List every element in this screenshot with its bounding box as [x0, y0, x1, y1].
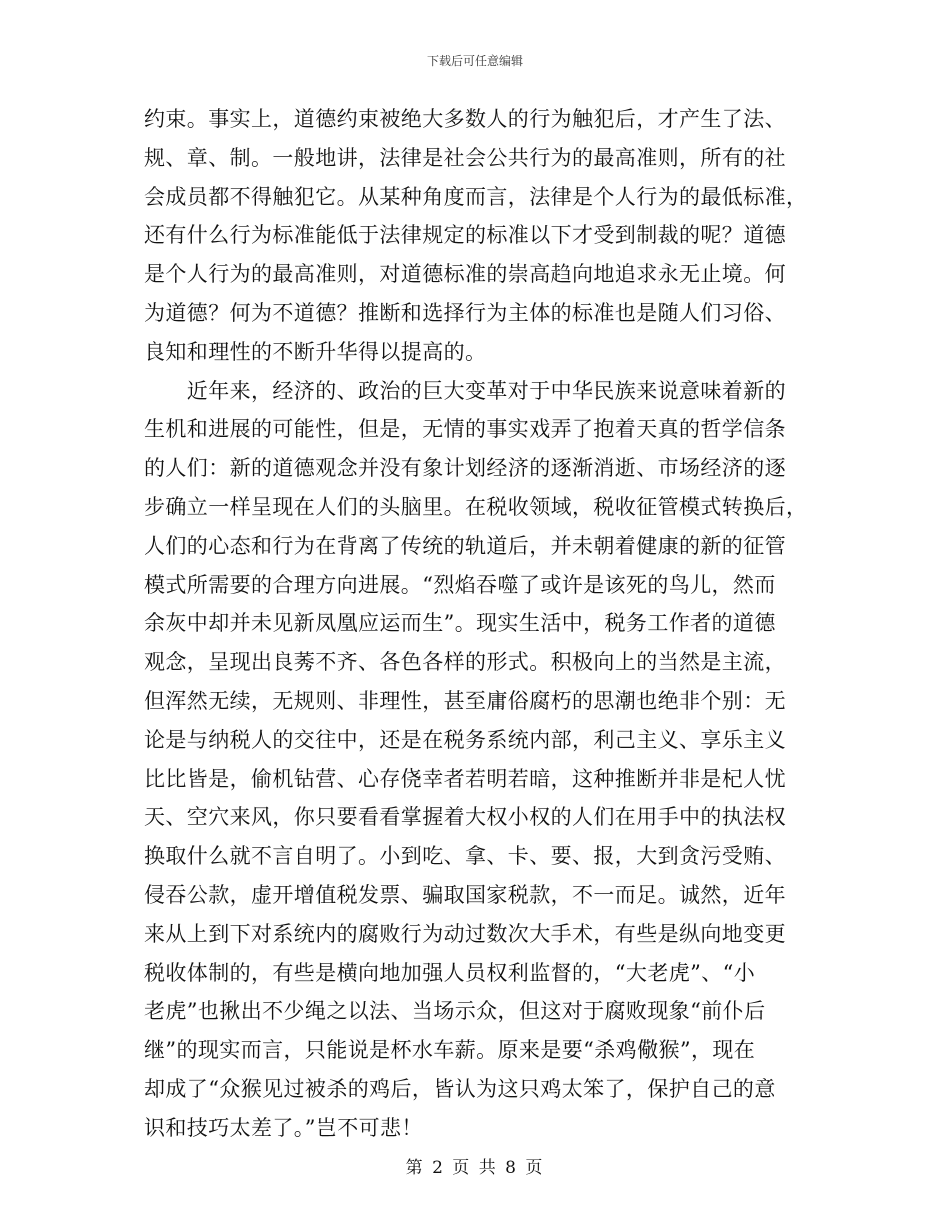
page-header-note: 下载后可任意编辑 — [426, 54, 523, 68]
text-line: 是个人行为的最高准则，对道德标准的崇高趋向地追求永无止境。何 — [144, 262, 786, 287]
text-line: 的人们：新的道德观念并没有象计划经济的逐渐消逝、市场经济的逐 — [144, 456, 786, 481]
text-line: 会成员都不得触犯它。从某种角度而言，法律是个人行为的最低标准， — [144, 184, 808, 209]
document-body — [144, 100, 806, 1186]
text-line: 识和技巧太差了。”岂不可悲！ — [144, 1115, 423, 1140]
text-line: 余灰中却并未见新凤凰应运而生”。现实生活中，税务工作者的道德 — [144, 611, 776, 636]
paragraph — [144, 372, 806, 1187]
text-line: 税收体制的，有些是横向地加强人员权利监督的，“大老虎”、“小 — [144, 960, 756, 985]
text-line: 观念，呈现出良莠不齐、各色各样的形式。积极向上的当然是主流， — [144, 650, 786, 675]
text-line: 为道德？何为不道德？推断和选择行为主体的标准也是随人们习俗、 — [144, 300, 786, 325]
text-line: 侵吞公款，虚开增值税发票、骗取国家税款，不一而足。诚然，近年 — [144, 882, 786, 907]
text-line: 但浑然无续，无规则、非理性，甚至庸俗腐朽的思潮也绝非个别：无 — [144, 688, 786, 713]
text-line: 良知和理性的不断升华得以提高的。 — [144, 339, 487, 364]
text-line: 换取什么就不言自明了。小到吃、拿、卡、要、报，大到贪污受贿、 — [144, 844, 786, 869]
text-line: 天、空穴来风，你只要看看掌握着大权小权的人们在用手中的执法权 — [144, 805, 786, 830]
text-line: 还有什么行为标准能低于法律规定的标准以下才受到制裁的呢？道德 — [144, 223, 786, 248]
text-line: 模式所需要的合理方向进展。“烈焰吞噬了或许是该死的鸟儿，然而 — [144, 572, 776, 597]
text-line: 约束。事实上，道德约束被绝大多数人的行为触犯后，才产生了法、 — [144, 107, 786, 131]
text-line: 来从上到下对系统内的腐败行为动过数次大手术，有些是纵向地变更 — [144, 921, 786, 946]
text-line: 却成了“众猴见过被杀的鸡后，皆认为这只鸡太笨了，保护自己的意 — [144, 1076, 776, 1101]
text-line: 比比皆是，偷机钻营、心存侥幸者若明若暗，这种推断并非是杞人忧 — [144, 766, 786, 791]
text-line: 生机和进展的可能性，但是，无情的事实戏弄了抱着天真的哲学信条 — [144, 417, 786, 442]
text-line: 论是与纳税人的交往中，还是在税务系统内部，利己主义、享乐主义 — [144, 727, 786, 752]
text-line: 近年来，经济的、政治的巨大变革对于中华民族来说意味着新的 — [144, 378, 786, 403]
text-line: 步确立一样呈现在人们的头脑里。在税收领域，税收征管模式转换后， — [144, 494, 808, 519]
text-line: 继”的现实而言，只能说是杯水车薪。原来是要“杀鸡儆猴”，现在 — [144, 1038, 756, 1063]
paragraph — [144, 100, 806, 372]
text-line: 规、章、制。一般地讲，法律是社会公共行为的最高准则，所有的社 — [144, 145, 786, 170]
text-line: 人们的心态和行为在背离了传统的轨道后，并未朝着健康的新的征管 — [144, 533, 786, 558]
text-line: 老虎”也揪出不少绳之以法、当场示众，但这对于腐败现象“前仆后 — [144, 999, 766, 1024]
page-number: 第 2 页 共 8 页 — [405, 1158, 545, 1178]
